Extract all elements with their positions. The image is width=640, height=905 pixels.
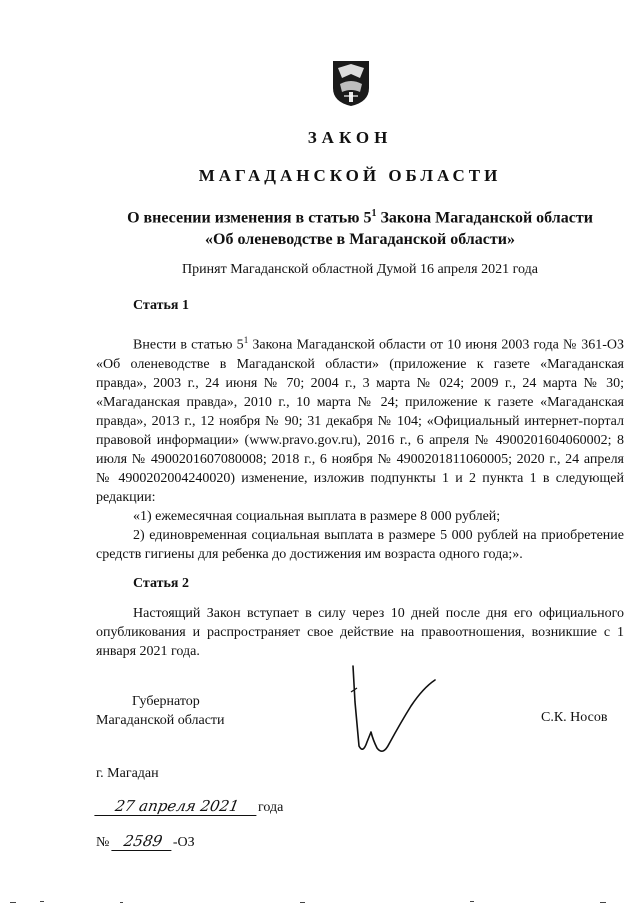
- subtitle-line-1: [96, 203, 624, 229]
- governor-signature: [345, 662, 445, 762]
- subtitle-line-1-prefix: О внесении изменения в статью 5: [127, 209, 372, 227]
- subtitle-line-2: «Об оленеводстве в Магаданской области»: [205, 231, 515, 249]
- law-title: ЗАКОН: [307, 128, 393, 147]
- handwritten-date: 27 апреля 2021: [94, 797, 259, 816]
- governor-title-line-2: Магаданской области: [96, 713, 225, 728]
- subtitle-line-1-suffix: Закона Магаданской области: [376, 209, 593, 227]
- article-1-p1-suffix: Закона Магаданской области от 10 июня 2003 года № 361-ОЗ «Об оленеводстве в Магаданской области» (приложение к газете «Магаданская правда», 2003 г., 24 июня № 70; 2004 г., 3 марта № 024; 2009 г., 24 марта № 30; «Магаданская правда», 2010 г., 10 марта № 24; приложение к газете «Магаданская правда», 2013 г., 12 ноября № 90; 31 декабря № 104; «Официальный интернет-портал правовой информации» (www.pravo.gov.ru), 2016 г., 6 апреля № 4900201604060002; 8 июля № 4900201607080008; 2018 г., 6 ноября № 4900201811060005; 2020 г., 24 апреля № 4900202004240020) изменение, изложив подпункты 1 и 2 пункта 1 в следующей редакции:: [96, 337, 624, 505]
- law-subtitle: [96, 203, 624, 251]
- article-2-body: [96, 604, 624, 661]
- number-suffix: -ОЗ: [172, 835, 195, 850]
- governor-title: [96, 692, 225, 730]
- article-1-p1-sup: 1: [243, 335, 249, 345]
- scan-edge-marks: [0, 897, 640, 905]
- city-name: г. Магадан: [96, 766, 159, 781]
- article-1-paragraph-2: «1) ежемесячная социальная выплата в размере 8 000 рублей;: [133, 508, 501, 524]
- subtitle-sup: 1: [371, 208, 377, 219]
- article-1-heading: Статья 1: [133, 298, 189, 313]
- governor-name: С.К. Носов: [541, 710, 608, 725]
- number-prefix: №: [96, 835, 110, 850]
- law-number: [96, 832, 195, 851]
- handwritten-number: 2589: [111, 832, 174, 851]
- article-2-paragraph-1: Настоящий Закон вступает в силу через 10 дней после дня его официального опубликования и распространяет свое действие на правоотношения, возникшие с 1 января 2021 года.: [96, 606, 624, 659]
- signing-date: [96, 797, 283, 816]
- governor-title-line-1: Губернатор: [132, 694, 200, 709]
- region-title: МАГАДАНСКОЙ ОБЛАСТИ: [198, 166, 502, 185]
- coat-of-arms-icon: [330, 58, 372, 108]
- adoption-note: Принят Магаданской областной Думой 16 апреля 2021 года: [182, 262, 538, 277]
- article-1-paragraph-1: [96, 331, 624, 507]
- article-2-heading: Статья 2: [133, 576, 189, 591]
- date-suffix: года: [258, 800, 284, 815]
- article-1-paragraph-3: 2) единовременная социальная выплата в размере 5 000 рублей на приобретение средств гигиены для ребенка до достижения им возраста одного года;».: [96, 527, 624, 562]
- article-1-p1-prefix: Внести в статью 5: [133, 337, 244, 353]
- article-1-body: [96, 331, 624, 564]
